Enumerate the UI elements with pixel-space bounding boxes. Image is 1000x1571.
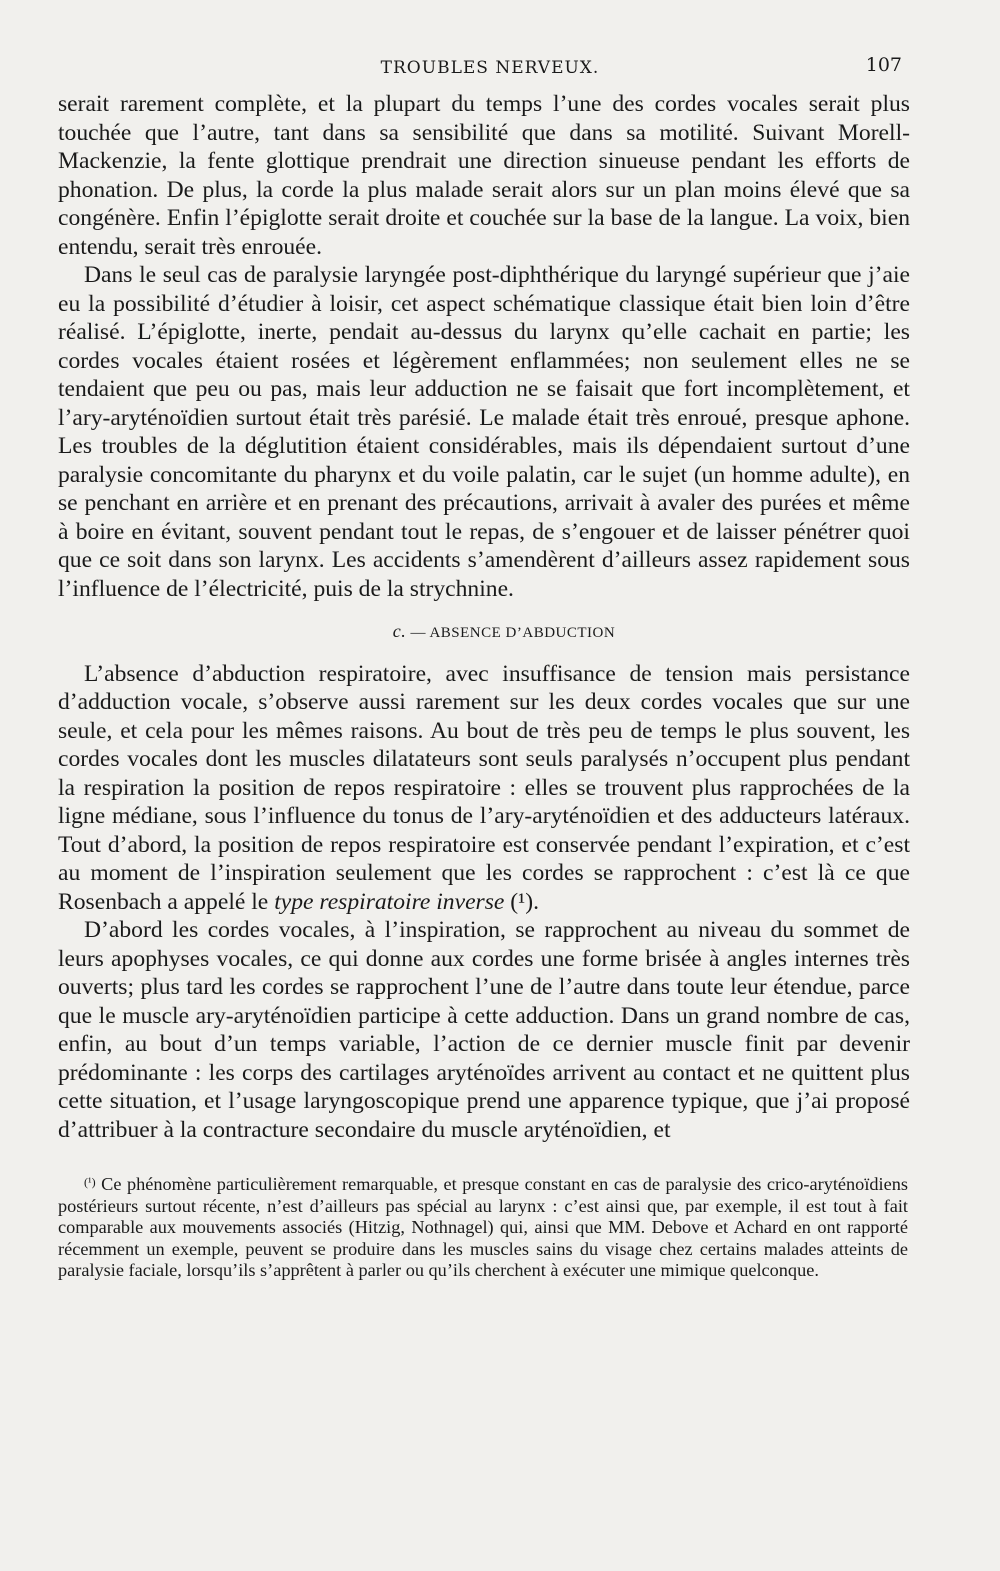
paragraph-inspiration: D’abord les cordes vocales, à l’inspiration, se rapprochent au niveau du sommet de leurs apophyses vocales, ce qui donne aux cordes une forme brisée à angles internes très ouverts; plus tard les cordes se rapprochent l’une de l’autre dans toute leur étendue, parce que le muscle ary-aryténoïdien participe à cette adduction. Dans un grand nombre de cas, enfin, au bout d’un temps variable, l’action de ce dernier muscle finit par devenir prédominante : les corps des cartilages aryténoïdes arrivent au contact et ne quittent plus cette situation, et l’usage laryngoscopique prend une apparence typique, que j’ai proposé d’attribuer à la contracture secondaire du muscle aryténoïdien, et <box>58 917 910 1143</box>
paragraph-end: . <box>533 888 539 915</box>
paragraph-continued: serait rarement complète, et la plupart du temps l’une des cordes vocales serait plus touchée que l’autre, tant dans sa sensibilité que dans sa motilité. Suivant Morell-Mackenzie, la fente glottique prendrait une direction sinueuse pendant les efforts de phonation. De plus, la corde la plus malade serait alors sur un plan moins élevé que sa congénère. Enfin l’épiglotte serait droite et couchée sur la base de la langue. La voix, bien entendu, serait très enrouée. <box>58 91 910 260</box>
paragraph-absence-abduction <box>58 660 910 917</box>
emphasized-term: type respiratoire inverse <box>274 888 505 915</box>
footnote-text: Ce phénomène particulièrement remarquable, et presque constant en cas de paralysie des crico-aryténoïdiens postérieurs surtout récente, n’est d’ailleurs pas spécial au larynx : c’est ainsi que, par exemple, il est tout à fait comparable aux mouvements associés (Hitzig, Nothnagel) qui, ainsi que MM. Debove et Achard en ont rapporté récemment un exemple, peuvent se produire dans les muscles sains du visage chez certains malades atteints de paralysie faciale, lorsqu’ils s’apprêtent à parler ou qu’ils cherchent à exécuter une mimique quelconque. <box>58 1174 908 1280</box>
section-letter: c. <box>392 621 407 641</box>
footnote-reference: (¹) <box>510 888 534 915</box>
running-title: TROUBLES NERVEUX. <box>380 58 600 78</box>
page-number: 107 <box>865 54 902 76</box>
footnote <box>58 1172 910 1282</box>
section-title: — ABSENCE D’ABDUCTION <box>410 625 616 641</box>
page-header <box>60 54 920 86</box>
paragraph-text: L’absence d’abduction respiratoire, avec insuffisance de tension mais persistance d’adduction vocale, s’observe aussi rarement sur les deux cordes vocales que sur une seule, et cela pour les mêmes raisons. Au bout de très peu de temps le plus souvent, les cordes vocales dont les muscles dilatateurs sont seuls paralysés n’occupent plus pendant la respiration la position de repos respiratoire : elles se trouvent plus rapprochées de la ligne médiane, sous l’influence du tonus de l’ary-aryténoïdien et des adducteurs latéraux. Tout d’abord, la position de repos respiratoire est conservée pendant l’expiration, et c’est au moment de l’inspiration seulement que les cordes se rapprochent : c’est là ce que Rosenbach a appelé le <box>58 660 910 915</box>
footnote-mark: (¹) <box>84 1175 96 1189</box>
paragraph-case-description: Dans le seul cas de paralysie laryngée post-diphthérique du laryngé supérieur que j’aie eu la possibilité d’étudier à loisir, cet aspect schématique classique était bien loin d’être réalisé. L’épiglotte, inerte, pendait au-dessus du larynx qu’elle cachait en partie; les cordes vocales étaient rosées et légèrement enflammées; non seulement elles ne se tendaient que peu ou pas, mais leur adduction ne se faisait que fort incomplètement, et l’ary-aryténoïdien surtout était très parésié. Le malade était très enroué, presque aphone. Les troubles de la déglutition étaient considérables, mais ils dépendaient surtout d’une paralysie concomitante du pharynx et du voile palatin, car le sujet (un homme adulte), en se penchant en arrière et en prenant des précautions, arrivait à avaler des purées et même à boire en évitant, souvent pendant tout le repas, de s’engouer et de laisser pénétrer quoi que ce soit dans son larynx. Les accidents s’amendèrent d’ailleurs assez rapidement sous l’influence de l’électricité, puis de la strychnine. <box>58 262 910 602</box>
section-heading <box>58 617 910 648</box>
page-body <box>58 90 910 1282</box>
